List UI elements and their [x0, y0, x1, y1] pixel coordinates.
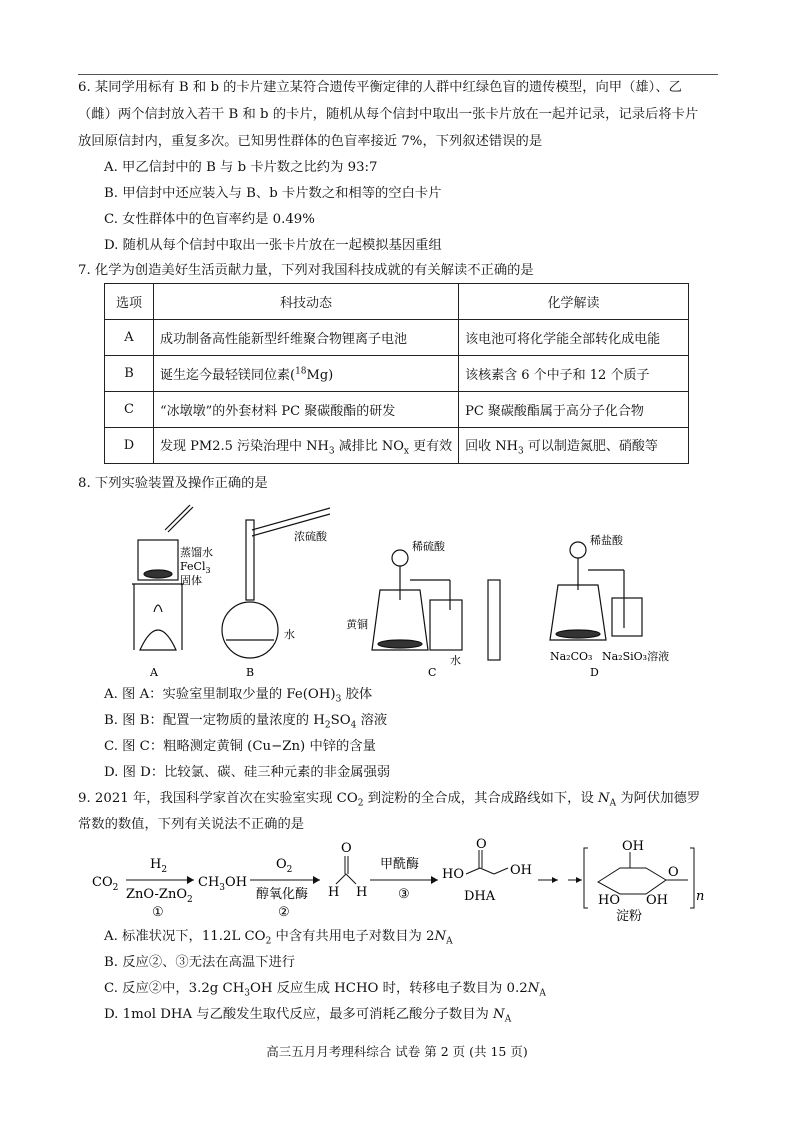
scheme-starch-o: O	[668, 865, 679, 880]
scheme-enzyme3: 甲酰酶	[380, 857, 420, 872]
scheme-starch-ho: HO	[598, 893, 620, 908]
table-header-row	[105, 284, 689, 320]
scheme-starch-oh-bottom: OH	[646, 893, 668, 908]
q9-stem-line-1: 9. 2021 年，我国科学家首次在实验室实现 $CO_2$ 到淀粉的全合成，其合成路线如下，设 $N_A$ 为阿伏加德罗	[78, 791, 701, 809]
q6-option-b: B. 甲信封中还应装入与 B、b 卡片数之和相等的空白卡片	[104, 186, 442, 201]
dropper-icon	[165, 505, 190, 530]
funnel-icon	[392, 550, 408, 566]
scheme-dha-oh: OH	[510, 863, 532, 878]
label-a-water: 蒸馏水	[180, 546, 213, 559]
figure-label-b: B	[246, 666, 255, 679]
row-explain: 回收 $NH_3$ 可以制造氮肥、硝酸等	[459, 428, 689, 464]
q7-table	[104, 283, 689, 464]
flame-icon	[154, 605, 162, 612]
figure-label-c: C	[428, 666, 437, 679]
row-option: D	[105, 428, 154, 464]
row-option: C	[105, 392, 154, 428]
q9-stem-line-2: 常数的数值，下列有关说法不正确的是	[78, 817, 305, 832]
scheme-ch3oh: $CH_3OH$	[198, 875, 248, 893]
formaldehyde-structure-icon	[336, 856, 356, 884]
q6-option-a: A. 甲乙信封中的 B 与 b 卡片数之比约为 93:7	[104, 160, 378, 175]
row-news: 发现 PM2.5 污染治理中 $NH_3$ 减排比 $NO_x$ 更有效	[154, 428, 459, 464]
volumetric-flask-icon	[222, 602, 278, 658]
q6-stem-line-2: （雌）两个信封放入若干 B 和 b 的卡片，随机从每个信封中取出一张卡片放在一起并记录，记录后将卡片	[78, 107, 699, 122]
scheme-dha-ho: HO	[442, 867, 464, 882]
scheme-dha-label: DHA	[464, 889, 496, 904]
row-option: A	[105, 320, 154, 356]
flask-neck-icon	[246, 520, 254, 600]
alcohol-lamp-icon	[140, 630, 176, 650]
scheme-h-atom-right: H	[356, 885, 368, 900]
scheme-enzyme2: 醇氧化酶	[256, 887, 309, 902]
q9-option-a: A. 标准状况下，11.2L $CO_2$ 中含有共用电子对数目为 $2N_A$	[104, 929, 453, 947]
label-d-acid: 稀盐酸	[590, 534, 623, 547]
figure-c	[372, 550, 500, 660]
scheme-starch-n: n	[696, 889, 705, 904]
q8-apparatus-figure	[110, 500, 710, 680]
label-c-brass: 黄铜	[346, 618, 368, 631]
label-d-na2co3: Na₂CO₃	[550, 650, 593, 663]
q6-option-c: C. 女性群体中的色盲率约是 0.49%	[104, 212, 315, 227]
scheme-step2: ②	[278, 905, 290, 920]
label-c-acid: 稀硫酸	[412, 540, 445, 553]
figure-label-a: A	[150, 666, 158, 679]
q9-option-d: D. 1mol DHA 与乙酸发生取代反应，最多可消耗乙酸分子数目为 $N_A$	[104, 1007, 512, 1025]
scheme-step3: ③	[398, 887, 410, 902]
row-option: B	[105, 356, 154, 392]
wash-bottle-icon	[430, 600, 462, 650]
label-d-na2sio3: Na₂SiO₃溶液	[602, 650, 670, 663]
measuring-tube-icon	[488, 580, 500, 660]
scheme-starch-label: 淀粉	[616, 909, 643, 922]
table-row	[105, 392, 689, 428]
figure-label-d: D	[590, 666, 599, 679]
row-news: 成功制备高性能新型纤维聚合物锂离子电池	[154, 320, 459, 356]
scheme-o-atom: O	[341, 841, 352, 856]
row-explain: 该电池可将化学能全部转化成电能	[459, 320, 689, 356]
scheme-h2: $H_2$	[150, 857, 168, 875]
q6-stem-line-1: 6. 某同学用标有 B 和 b 的卡片建立某符合遗传平衡定律的人群中红绿色盲的遗传模型，向甲（雄）、乙	[78, 80, 682, 95]
page-footer: 高三五月月考理科综合 试卷 第 2 页 (共 15 页)	[266, 1044, 528, 1059]
q6-option-d: D. 随机从每个信封中取出一张卡片放在一起模拟基因重组	[104, 238, 442, 253]
pipette-icon	[252, 508, 330, 530]
q9-option-c: C. 反应②中，3.2g $CH_3OH$ 反应生成 HCHO 时，转移电子数目为 $0.2N_A$	[104, 981, 546, 999]
header-news: 科技动态	[154, 284, 459, 320]
label-a-solid: 固体	[180, 574, 202, 587]
q9-synthesis-scheme	[90, 838, 720, 922]
figure-d	[550, 542, 642, 640]
row-news: “冰墩墩”的外套材料 PC 聚碳酸酯的研发	[154, 392, 459, 428]
row-news: 诞生迄今最轻镁同位素($^{18}$Mg)	[154, 356, 459, 392]
label-a-fecl3: FeCl$_3$	[180, 560, 211, 575]
header-explain: 化学解读	[459, 284, 689, 320]
row-explain: 该核素含 6 个中子和 12 个质子	[459, 356, 689, 392]
dha-structure-icon	[466, 850, 508, 874]
label-c-water: 水	[450, 654, 461, 667]
scheme-step1: ①	[152, 905, 164, 920]
scheme-cat1: ZnO-ZnO$_2$	[126, 887, 193, 905]
q8-option-a: A. 图 A：实验室里制取少量的 $Fe(OH)_3$ 胶体	[104, 687, 373, 705]
scheme-starch-oh-top: OH	[622, 839, 644, 854]
label-b-acid: 浓硫酸	[294, 530, 327, 543]
q8-option-b: B. 图 B：配置一定物质的量浓度的 $H_2SO_4$ 溶液	[104, 713, 388, 731]
header-option: 选项	[105, 284, 154, 320]
table-row	[105, 428, 689, 464]
q8-stem: 8. 下列实验装置及操作正确的是	[78, 476, 268, 491]
scheme-h-atom-left: H	[328, 885, 340, 900]
q9-option-b: B. 反应②、③无法在高温下进行	[104, 955, 296, 970]
q7-stem: 7. 化学为创造美好生活贡献力量，下列对我国科技成就的有关解读不正确的是	[78, 263, 534, 278]
table-row	[105, 320, 689, 356]
q6-stem-line-3: 放回原信封内，重复多次。已知男性群体的色盲率接近 7%，下列叙述错误的是	[78, 134, 543, 149]
q8-option-d: D. 图 D：比较氯、碳、硅三种元素的非金属强弱	[104, 765, 391, 780]
scheme-co2: $CO_2$	[92, 875, 119, 893]
table-row	[105, 356, 689, 392]
scheme-o2: $O_2$	[276, 857, 293, 875]
scheme-dha-o: O	[476, 838, 487, 852]
funnel-icon	[570, 542, 586, 558]
row-explain: PC 聚碳酸酯属于高分子化合物	[459, 392, 689, 428]
label-b-water: 水	[284, 628, 295, 641]
q8-option-c: C. 图 C：粗略测定黄铜 (Cu−Zn) 中锌的含量	[104, 739, 376, 754]
header-rule	[78, 74, 718, 75]
beaker-icon	[612, 598, 642, 636]
